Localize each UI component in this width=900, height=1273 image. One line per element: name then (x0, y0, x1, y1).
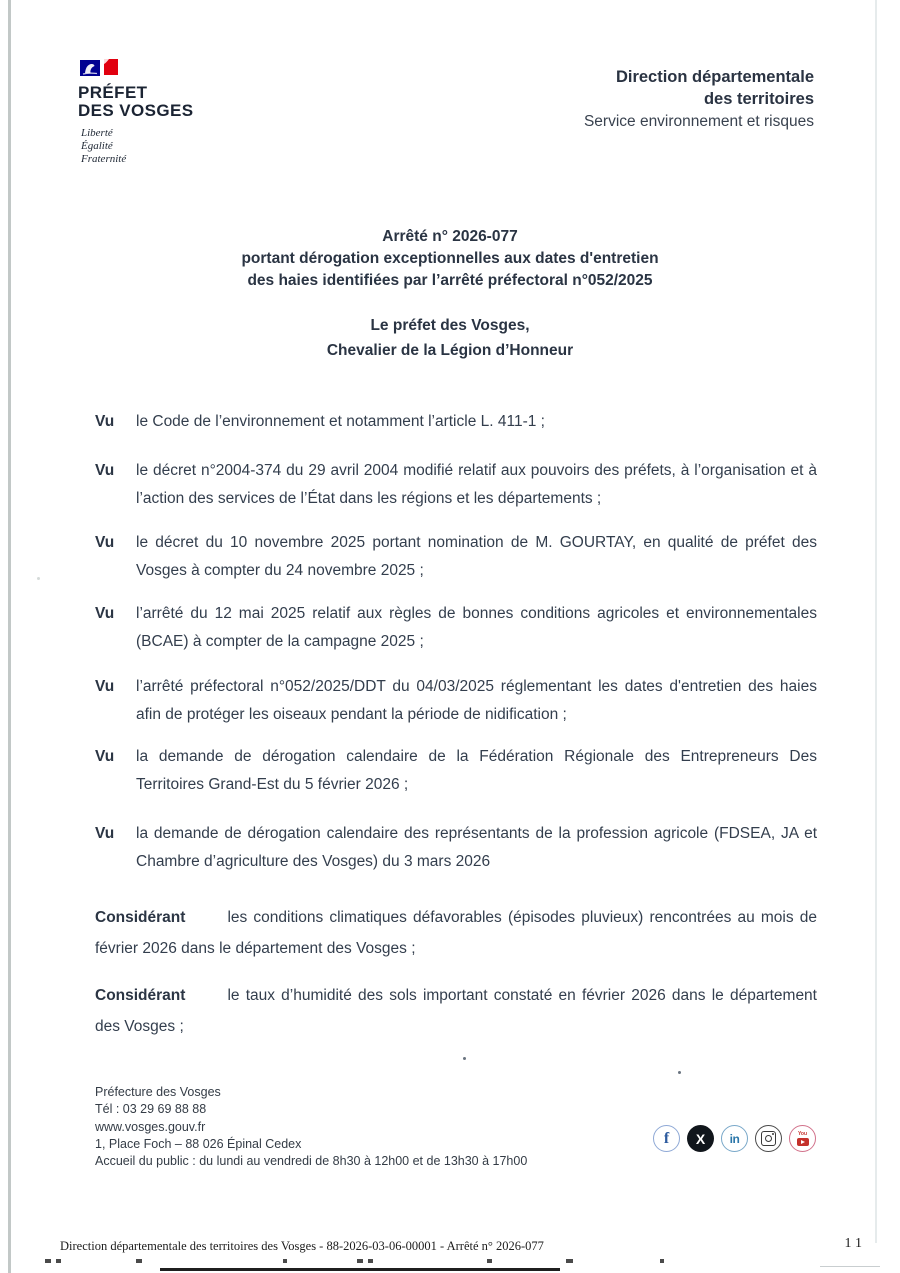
recital-text: l’arrêté préfectoral n°052/2025/DDT du 04/03/2025 réglementant les dates d'entretien des haies afin de protéger les oiseaux pendant la période de nidification ; (136, 678, 817, 723)
motto-liberte: Liberté (81, 127, 113, 139)
x-glyph: X (695, 1130, 706, 1147)
facebook-icon (653, 1125, 680, 1152)
recital-vu-3 (95, 529, 817, 585)
recital-label: Vu (95, 678, 115, 695)
recital-label: Vu (95, 748, 115, 765)
recital-text: la demande de dérogation calendaire des représentants de la profession agricole (FDSEA, JA et Chambre d’agriculture des Vosges) du 3 mars 2026 (136, 825, 817, 870)
youtube-you-glyph: You (797, 1130, 808, 1137)
cutoff-text-fragment (660, 1259, 664, 1263)
recital-vu-1 (95, 408, 817, 436)
cutoff-text-fragment (368, 1259, 373, 1263)
brand-line-2: DES VOSGES (78, 101, 194, 120)
cutoff-text-fragment (136, 1259, 142, 1263)
considerant-text: le taux d’humidité des sols important constaté en février 2026 dans le département des Vosges ; (95, 986, 817, 1035)
registry-reference-line: Direction départementale des territoires des Vosges - 88-2026-03-06-00001 - Arrêté n° 2026-077 (60, 1239, 544, 1253)
contact-name: Préfecture des Vosges (95, 1085, 221, 1099)
issuing-service-block (584, 66, 814, 134)
recital-vu-4 (95, 600, 817, 656)
french-flag-marianne-icon (80, 57, 124, 79)
recital-text: la demande de dérogation calendaire de la Fédération Régionale des Entrepreneurs Des Territoires Grand-Est du 5 février 2026 ; (136, 748, 817, 793)
contact-website: www.vosges.gouv.fr (95, 1119, 206, 1134)
linkedin-icon (721, 1125, 748, 1152)
scan-edge-right (875, 0, 877, 1243)
recital-text: le décret n°2004-374 du 29 avril 2004 modifié relatif aux pouvoirs des préfets, à l’organisation et à l’action des services de l’État dans les régions et les départements ; (136, 462, 817, 507)
motto-egalite: Égalité (81, 140, 113, 152)
scan-edge-left (8, 0, 11, 1273)
recital-label: Vu (95, 413, 115, 430)
recital-vu-7 (95, 820, 817, 876)
scan-speck (463, 1057, 466, 1060)
recital-label: Vu (95, 462, 115, 479)
considerant-2 (95, 980, 817, 1042)
contact-phone: Tél : 03 29 69 88 88 (95, 1102, 207, 1117)
service-line: Service environnement et risques (583, 113, 814, 130)
decree-authority (0, 313, 900, 363)
recital-label: Vu (95, 534, 115, 551)
republic-motto (81, 127, 298, 166)
considerant-label: Considérant (95, 986, 186, 1004)
recital-vu-6 (95, 743, 817, 799)
cutoff-text-fragment (566, 1259, 573, 1263)
prefecture-logo (78, 57, 298, 166)
cutoff-faint-mark (820, 1266, 880, 1267)
direction-line-2: des territoires (703, 90, 814, 108)
decree-title-line-3: des haies identifiées par l’arrêté préfectoral n°052/2025 (247, 272, 653, 289)
considerant-label: Considérant (95, 909, 186, 926)
prefect-line: Le préfet des Vosges, (370, 317, 530, 334)
considerant-1 (95, 902, 817, 964)
recital-text: l’arrêté du 12 mai 2025 relatif aux règles de bonnes conditions agricoles et environnementales (BCAE) à compter de la campagne 2025 ; (136, 605, 817, 650)
recital-text: le Code de l’environnement et notamment l’article L. 411-1 ; (136, 413, 545, 430)
decree-title (0, 226, 900, 292)
cutoff-text-fragment (45, 1259, 51, 1263)
x-twitter-icon (687, 1125, 714, 1152)
contact-address: 1, Place Foch – 88 026 Épinal Cedex (95, 1136, 302, 1151)
cutoff-text-fragment (487, 1259, 492, 1263)
recitals-section (95, 408, 817, 1057)
recital-vu-5 (95, 673, 817, 729)
cutoff-text-fragment (283, 1259, 287, 1263)
facebook-glyph: f (663, 1129, 670, 1147)
cutoff-text-fragment (357, 1259, 363, 1263)
recital-label: Vu (95, 605, 115, 622)
decree-number: Arrêté n° 2026-077 (382, 228, 518, 245)
recital-text: le décret du 10 novembre 2025 portant nomination de M. GOURTAY, en qualité de préfet des Vosges à compter du 24 novembre 2025 ; (136, 534, 817, 579)
instagram-camera-glyph (761, 1131, 776, 1146)
cutoff-dark-bar (160, 1268, 560, 1271)
prefecture-contact-block (95, 1084, 527, 1170)
direction-line-1: Direction départementale (615, 68, 814, 86)
contact-hours: Accueil du public : du lundi au vendredi de 8h30 à 12h00 et de 13h30 à 17h00 (95, 1154, 528, 1169)
honor-line: Chevalier de la Légion d’Honneur (326, 342, 574, 359)
considerant-text: les conditions climatiques défavorables (épisodes pluvieux) rencontrées au mois de février 2026 dans le département des Vosges ; (95, 909, 817, 957)
page-number: 11 (844, 1236, 866, 1251)
youtube-play-glyph (797, 1138, 809, 1146)
motto-fraternite: Fraternité (81, 153, 127, 165)
cutoff-text-fragment (56, 1259, 61, 1263)
decree-title-line-2: portant dérogation exceptionnelles aux dates d'entretien (241, 250, 659, 267)
recital-vu-2 (95, 457, 817, 513)
scan-speck (37, 577, 40, 580)
linkedin-glyph: in (729, 1131, 740, 1146)
social-icons-row (653, 1125, 816, 1152)
brand-line-1: PRÉFET (78, 83, 148, 102)
youtube-icon (789, 1125, 816, 1152)
recital-label: Vu (95, 825, 115, 842)
instagram-icon (755, 1125, 782, 1152)
scan-speck (678, 1071, 681, 1074)
